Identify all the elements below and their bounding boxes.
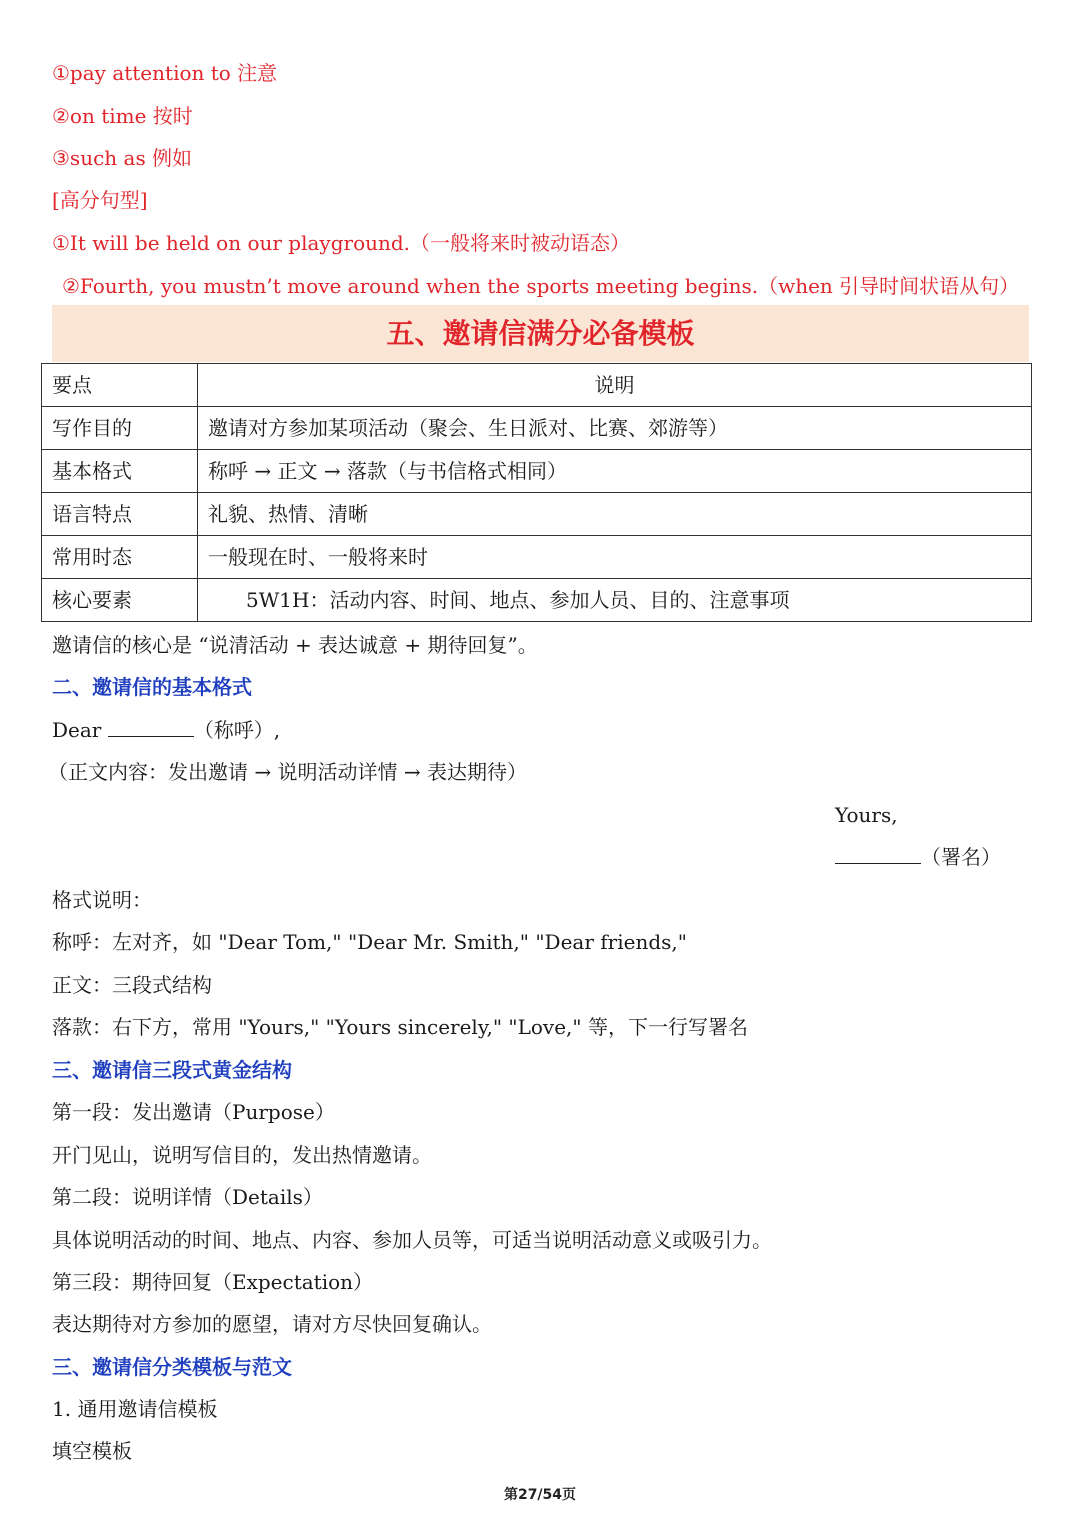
sentence-pattern-heading: [高分句型] [52, 188, 148, 212]
structure-line-2: 开门见山，说明写信目的，发出热情邀请。 [52, 1143, 432, 1167]
banner-title: 五、邀请信满分必备模板 [386, 317, 695, 350]
format-note-body: 正文：三段式结构 [52, 973, 212, 997]
section-2-title: 二、邀请信的基本格式 [52, 675, 252, 699]
template-item-1: 1. 通用邀请信模板 [52, 1397, 218, 1421]
format-notes-heading: 格式说明： [52, 888, 152, 912]
sentence-line-2: ②Fourth, you mustn’t move around when the sports meeting begins.（when 引导时间状语从句） [62, 274, 1020, 298]
header-cell: 要点 [42, 364, 198, 407]
sentence-line-1: ①It will be held on our playground.（一般将来时被动语态） [52, 231, 631, 255]
table-cell: 语言特点 [42, 493, 198, 536]
format-note-closing: 落款：右下方，常用 "Yours," "Yours sincerely," "Love," 等，下一行写署名 [52, 1015, 748, 1039]
letter-body-note: （正文内容：发出邀请 → 说明活动详情 → 表达期待） [48, 760, 527, 784]
table-cell: 邀请对方参加某项活动（聚会、生日派对、比赛、郊游等） [198, 407, 1032, 450]
table-cell: 一般现在时、一般将来时 [198, 536, 1032, 579]
table-cell: 5W1H：活动内容、时间、地点、参加人员、目的、注意事项 [198, 579, 1032, 622]
core-note: 邀请信的核心是 “说清活动 + 表达诚意 + 期待回复”。 [52, 633, 538, 657]
structure-line-1: 第一段：发出邀请（Purpose） [52, 1100, 335, 1124]
key-points-table [41, 363, 1032, 622]
table-cell: 称呼 → 正文 → 落款（与书信格式相同） [198, 450, 1032, 493]
format-note-greeting: 称呼：左对齐，如 "Dear Tom," "Dear Mr. Smith," "Dear friends," [52, 930, 687, 954]
table-cell: 核心要素 [42, 579, 198, 622]
table-row [42, 536, 1032, 579]
table-header-row [42, 364, 1032, 407]
letter-closing: Yours, [835, 803, 898, 827]
greeting-note: （称呼）, [193, 718, 281, 742]
table-cell: 基本格式 [42, 450, 198, 493]
table-row [42, 407, 1032, 450]
structure-line-6: 表达期待对方参加的愿望，请对方尽快回复确认。 [52, 1312, 492, 1336]
table-row [42, 493, 1032, 536]
letter-greeting-line [52, 716, 280, 744]
section-3-title: 三、邀请信三段式黄金结构 [52, 1058, 292, 1082]
section-4-title: 三、邀请信分类模板与范文 [52, 1355, 292, 1379]
table-cell: 常用时态 [42, 536, 198, 579]
greeting-blank [108, 718, 194, 737]
letter-signature-line [835, 843, 1001, 871]
section-banner [52, 305, 1029, 362]
phrase-line-2: ②on time 按时 [52, 104, 193, 128]
page-number: 第27/54页 [503, 1487, 577, 1503]
structure-line-5: 第三段：期待回复（Expectation） [52, 1270, 374, 1294]
phrase-line-3: ③such as 例如 [52, 146, 193, 170]
template-item-1-sub: 填空模板 [52, 1439, 132, 1463]
signature-note: （署名） [921, 845, 1001, 869]
table-row [42, 579, 1032, 622]
structure-line-4: 具体说明活动的时间、地点、内容、参加人员等，可适当说明活动意义或吸引力。 [52, 1228, 772, 1252]
header-cell: 说明 [198, 364, 1032, 407]
table-row [42, 450, 1032, 493]
structure-line-3: 第二段：说明详情（Details） [52, 1185, 323, 1209]
phrase-line-1: ①pay attention to 注意 [52, 61, 278, 85]
dear-word: Dear [52, 718, 102, 742]
table-cell: 礼貌、热情、清晰 [198, 493, 1032, 536]
signature-blank [835, 845, 921, 864]
table-cell: 写作目的 [42, 407, 198, 450]
